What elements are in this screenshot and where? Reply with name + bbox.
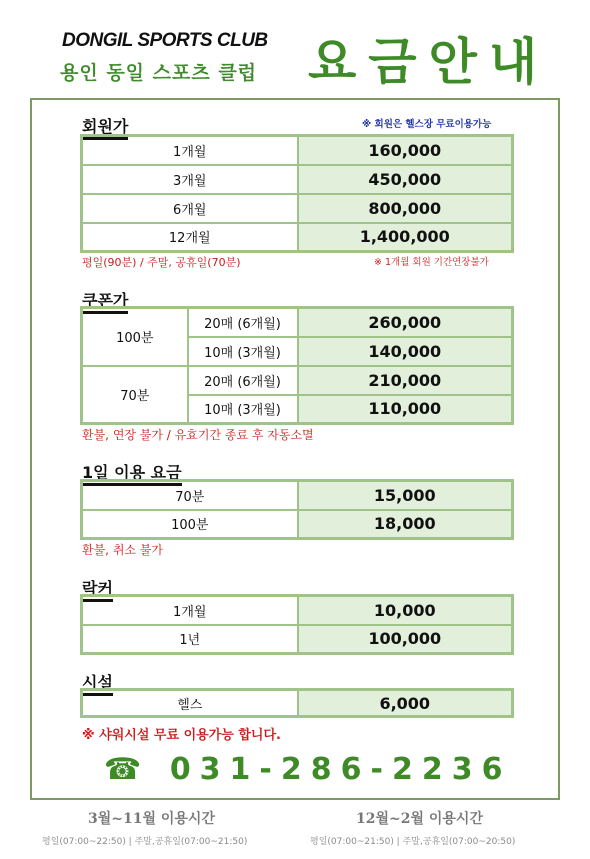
table-row: [82, 690, 513, 717]
facility-label: 헬스: [82, 690, 298, 717]
locker-price: 10,000: [298, 596, 513, 625]
coupon-table: [80, 306, 514, 425]
table-row: [82, 481, 513, 510]
membership-price: 1,400,000: [298, 223, 513, 252]
hours-season2-detail: 평일(07:00~21:50) | 주말,공휴일(07:00~20:50): [310, 837, 516, 847]
membership-footer-right: ※ 1개월 회원 기간연장불가: [374, 257, 489, 268]
table-row: [82, 223, 513, 252]
membership-label: 6개월: [82, 194, 298, 223]
locker-table: [80, 594, 514, 655]
daily-label: 100분: [82, 510, 298, 539]
coupon-title: 쿠폰가: [82, 288, 128, 311]
table-row: [82, 510, 513, 539]
phone-number[interactable]: ☎ 031-286-2236: [104, 752, 512, 787]
coupon-label: 20매 (6개월): [188, 308, 298, 337]
coupon-price: 110,000: [298, 395, 513, 424]
hours-season1-detail: 평일(07:00~22:50) | 주말,공휴일(07:00~21:50): [42, 837, 248, 847]
daily-price: 18,000: [298, 510, 513, 539]
facility-table: [80, 688, 514, 718]
table-row: [82, 194, 513, 223]
daily-title: 1일 이용 요금: [82, 460, 182, 483]
facility-price: 6,000: [298, 690, 513, 717]
coupon-price: 260,000: [298, 308, 513, 337]
membership-price: 450,000: [298, 165, 513, 194]
daily-price: 15,000: [298, 481, 513, 510]
daily-label: 70분: [82, 481, 298, 510]
locker-label: 1개월: [82, 596, 298, 625]
coupon-label: 20매 (6개월): [188, 366, 298, 395]
table-row: [82, 366, 513, 395]
page-title: 요금안내: [308, 33, 550, 91]
table-row: [82, 308, 513, 337]
club-name-english: DONGIL SPORTS CLUB: [62, 30, 268, 51]
facility-note: ※ 샤워시설 무료 이용가능 합니다.: [82, 728, 281, 743]
hours-season1-title: 3월~11월 이용시간: [88, 811, 215, 827]
membership-title: 회원가: [82, 114, 128, 137]
locker-title: 락커: [82, 576, 113, 599]
membership-table: [80, 134, 514, 253]
table-row: [82, 136, 513, 165]
membership-price: 800,000: [298, 194, 513, 223]
table-row: [82, 625, 513, 654]
hours-season2-title: 12월~2월 이용시간: [356, 811, 483, 827]
membership-price: 160,000: [298, 136, 513, 165]
facility-title: 시설: [82, 670, 113, 693]
daily-note: 환불, 취소 불가: [82, 543, 163, 557]
coupon-label: 10매 (3개월): [188, 337, 298, 366]
coupon-price: 210,000: [298, 366, 513, 395]
membership-note: ※ 회원은 헬스장 무료이용가능: [362, 119, 492, 130]
table-row: [82, 596, 513, 625]
coupon-duration: 100분: [82, 308, 188, 366]
header: [0, 0, 590, 92]
coupon-note: 환불, 연장 불가 / 유효기간 종료 후 자동소멸: [82, 428, 314, 442]
locker-label: 1년: [82, 625, 298, 654]
daily-table: [80, 479, 514, 540]
membership-label: 3개월: [82, 165, 298, 194]
coupon-duration: 70분: [82, 366, 188, 424]
locker-price: 100,000: [298, 625, 513, 654]
membership-label: 12개월: [82, 223, 298, 252]
club-name-korean: 용인 동일 스포츠 클럽: [60, 62, 258, 84]
coupon-price: 140,000: [298, 337, 513, 366]
coupon-label: 10매 (3개월): [188, 395, 298, 424]
table-row: [82, 165, 513, 194]
membership-label: 1개월: [82, 136, 298, 165]
membership-footer-left: 평일(90분) / 주말, 공휴일(70분): [82, 256, 241, 269]
